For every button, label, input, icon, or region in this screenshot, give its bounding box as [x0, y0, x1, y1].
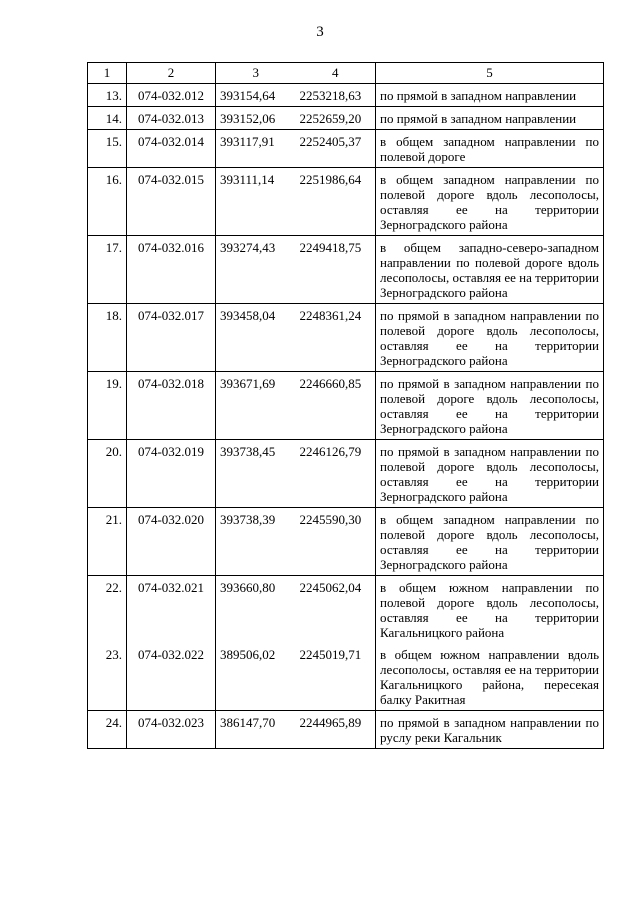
coord-y: 2251986,64 — [296, 168, 376, 236]
coord-x: 393738,39 — [216, 508, 296, 576]
coord-y: 2253218,63 — [296, 84, 376, 107]
header-col-5: 5 — [376, 63, 604, 84]
boundary-description: в общем западном направлении по полевой дороге вдоль лесополосы, оставляя ее на территории Зерноградского района — [376, 168, 604, 236]
table-row — [88, 168, 604, 236]
table-row — [88, 508, 604, 576]
row-number: 21. — [88, 508, 127, 576]
coord-y: 2252405,37 — [296, 130, 376, 168]
header-col-4: 4 — [296, 63, 376, 84]
coord-y: 2249418,75 — [296, 236, 376, 304]
header-col-1: 1 — [88, 63, 127, 84]
boundary-description: в общем западно-северо-западном направлении по полевой дороге вдоль лесополосы, оставляя ее на территории Зерноградского района — [376, 236, 604, 304]
table-row — [88, 304, 604, 372]
row-number: 22. — [88, 576, 127, 644]
table-row — [88, 130, 604, 168]
boundary-description: по прямой в западном направлении по полевой дороге вдоль лесополосы, оставляя ее на территории Зерноградского района — [376, 304, 604, 372]
row-number: 14. — [88, 107, 127, 130]
row-number: 24. — [88, 711, 127, 749]
boundary-description: в общем южном направлении вдоль лесополосы, оставляя ее на территории Кагальницкого района, пересекая балку Ракитная — [376, 643, 604, 711]
point-code: 074-032.023 — [127, 711, 216, 749]
coord-x: 393660,80 — [216, 576, 296, 644]
header-col-3: 3 — [216, 63, 296, 84]
table-row — [88, 440, 604, 508]
page-number: 3 — [316, 24, 324, 40]
coord-x: 393111,14 — [216, 168, 296, 236]
coord-y: 2248361,24 — [296, 304, 376, 372]
coord-y: 2252659,20 — [296, 107, 376, 130]
row-number: 15. — [88, 130, 127, 168]
point-code: 074-032.016 — [127, 236, 216, 304]
coord-x: 386147,70 — [216, 711, 296, 749]
point-code: 074-032.013 — [127, 107, 216, 130]
boundary-description: по прямой в западном направлении — [376, 107, 604, 130]
boundary-description: по прямой в западном направлении по полевой дороге вдоль лесополосы, оставляя ее на территории Зерноградского района — [376, 440, 604, 508]
table-row — [88, 643, 604, 711]
table-row — [88, 84, 604, 107]
boundary-description: по прямой в западном направлении — [376, 84, 604, 107]
row-number: 13. — [88, 84, 127, 107]
point-code: 074-032.018 — [127, 372, 216, 440]
row-number: 18. — [88, 304, 127, 372]
point-code: 074-032.012 — [127, 84, 216, 107]
boundary-description: в общем западном направлении по полевой дороге вдоль лесополосы, оставляя ее на территории Зерноградского района — [376, 508, 604, 576]
header-col-2: 2 — [127, 63, 216, 84]
point-code: 074-032.022 — [127, 643, 216, 711]
table-row — [88, 107, 604, 130]
boundary-description: по прямой в западном направлении по полевой дороге вдоль лесополосы, оставляя ее на территории Зерноградского района — [376, 372, 604, 440]
coord-x: 393274,43 — [216, 236, 296, 304]
boundary-description: в общем южном направлении по полевой дороге вдоль лесополосы, оставляя ее на территории Кагальницкого района — [376, 576, 604, 644]
coord-y: 2245062,04 — [296, 576, 376, 644]
boundary-coordinates-table — [87, 62, 604, 749]
coord-x: 393738,45 — [216, 440, 296, 508]
coord-y: 2244965,89 — [296, 711, 376, 749]
row-number: 16. — [88, 168, 127, 236]
coord-y: 2245019,71 — [296, 643, 376, 711]
point-code: 074-032.015 — [127, 168, 216, 236]
point-code: 074-032.014 — [127, 130, 216, 168]
coord-x: 393152,06 — [216, 107, 296, 130]
coord-x: 393117,91 — [216, 130, 296, 168]
row-number: 17. — [88, 236, 127, 304]
coord-x: 393154,64 — [216, 84, 296, 107]
boundary-description: по прямой в западном направлении по руслу реки Кагальник — [376, 711, 604, 749]
point-code: 074-032.021 — [127, 576, 216, 644]
coord-y: 2246660,85 — [296, 372, 376, 440]
coord-y: 2245590,30 — [296, 508, 376, 576]
table-header-row — [88, 63, 604, 84]
point-code: 074-032.020 — [127, 508, 216, 576]
row-number: 23. — [88, 643, 127, 711]
point-code: 074-032.017 — [127, 304, 216, 372]
coord-x: 389506,02 — [216, 643, 296, 711]
coord-y: 2246126,79 — [296, 440, 376, 508]
coord-x: 393671,69 — [216, 372, 296, 440]
row-number: 19. — [88, 372, 127, 440]
point-code: 074-032.019 — [127, 440, 216, 508]
table-row — [88, 576, 604, 644]
boundary-description: в общем западном направлении по полевой дороге — [376, 130, 604, 168]
table-row — [88, 711, 604, 749]
row-number: 20. — [88, 440, 127, 508]
coord-x: 393458,04 — [216, 304, 296, 372]
table-row — [88, 372, 604, 440]
table-row — [88, 236, 604, 304]
